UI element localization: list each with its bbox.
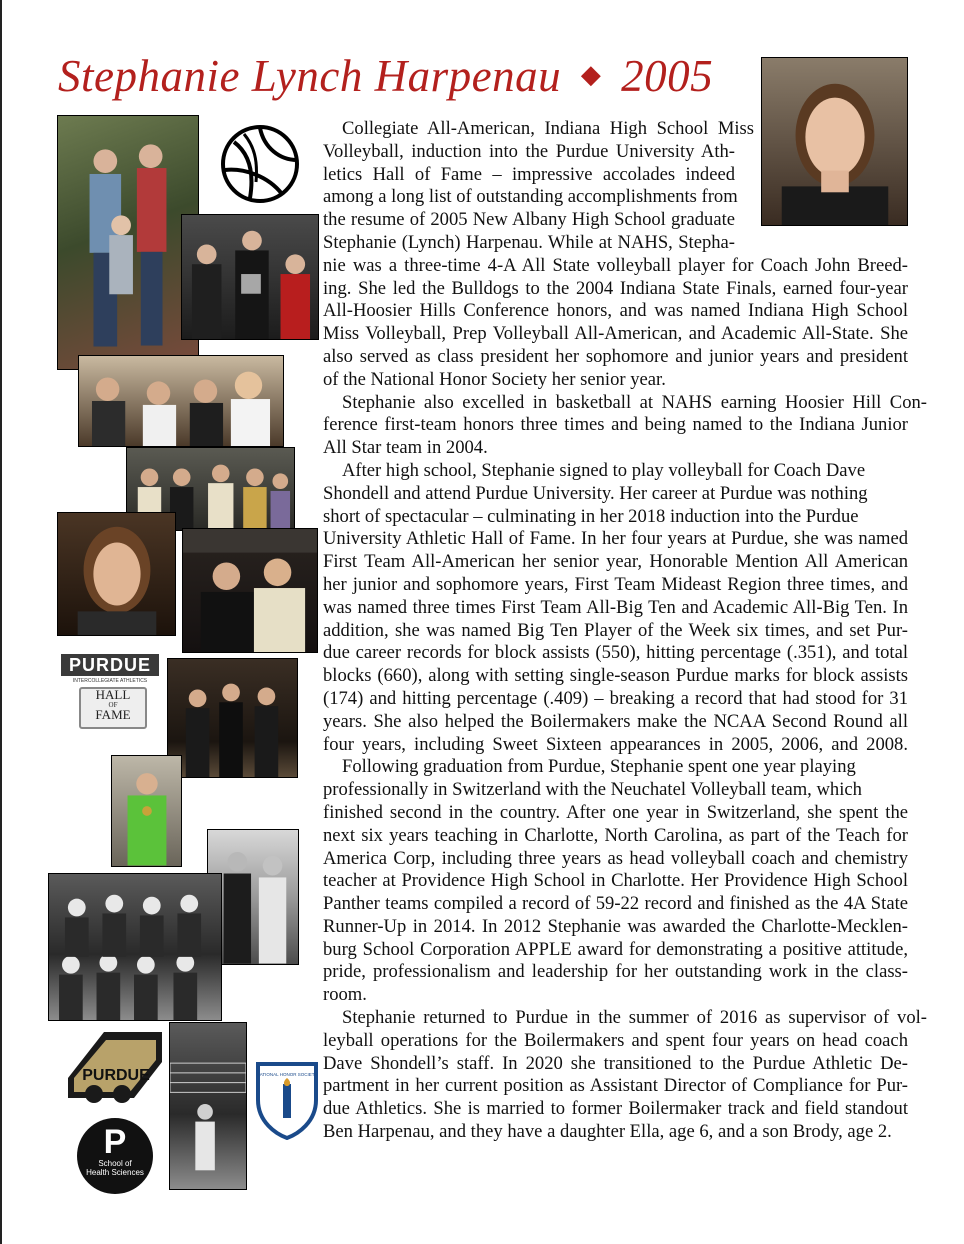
bio-line: among a long list of outstanding accomplishments from <box>323 186 738 208</box>
bio-line: Stephanie returned to Purdue in the summer of 2016 as supervisor of vol- <box>342 1007 927 1029</box>
awards-dinner-illustration <box>79 356 283 446</box>
title-name: Stephanie Lynch Harpenau <box>58 51 562 101</box>
bio-line: of the National Honor Society her senior year. <box>323 368 666 390</box>
bio-line: years. She also helped the Boilermakers make the NCAA Second Round all <box>323 710 908 732</box>
awards-dinner-photo <box>78 355 284 447</box>
team-trophy-illustration <box>182 215 318 339</box>
bio-line: Dave Shondell’s staff. In 2020 she transitioned to the Purdue Athletic De- <box>323 1052 908 1074</box>
pro-volleyball-illustration <box>112 756 181 866</box>
national-honor-society-logo <box>254 1060 320 1140</box>
bio-line: (174) and hitting percentage (.409) – breaking a record that had stood for 31 <box>323 687 908 709</box>
bio-line: letics Hall of Fame – impressive accolades indeed <box>323 163 735 185</box>
page-title <box>58 50 758 102</box>
pro-volleyball-photo <box>111 755 182 867</box>
family-illustration <box>58 116 198 369</box>
bio-line: Stephanie also excelled in basketball at NAHS earning Hoosier Hill Con- <box>342 391 927 413</box>
bio-line: four years, including Sweet Sixteen appearances in 2005, 2006, and 2008. <box>323 733 908 755</box>
hof-of: OF <box>108 701 118 709</box>
bio-line: Following graduation from Purdue, Stephanie spent one year playing <box>342 756 856 778</box>
bio-line: the resume of 2005 New Albany High School graduate <box>323 209 735 231</box>
purdue-train-logo <box>64 1022 164 1106</box>
bio-line: pride, professionalism and leadership for her outstanding work in the class- <box>323 961 908 983</box>
shs-line2: Health Sciences <box>86 1168 144 1177</box>
hof-emblem <box>79 687 147 729</box>
hall-of-fame-ceremony-photo <box>167 658 298 778</box>
bio-line: All Star team in 2004. <box>323 437 488 459</box>
biography-text <box>323 118 927 1144</box>
team-trophy-photo <box>181 214 319 340</box>
family-photo <box>57 115 199 370</box>
hof-hall: HALL <box>95 687 131 702</box>
shs-p-letter: P <box>103 1123 127 1161</box>
bio-line: professionally in Switzerland with the Neuchatel Volleyball team, which <box>323 779 862 801</box>
bio-line: also served as class president her sophomore and junior years and president <box>323 345 908 367</box>
purdue-jersey-illustration <box>183 529 317 652</box>
ceremony-illustration <box>168 659 297 777</box>
volleyball-icon <box>220 124 300 204</box>
bio-line: addition, she was named Big Ten Player of the Week six times, and set Pur- <box>323 619 908 641</box>
title-year: 2005 <box>621 51 714 101</box>
bio-line: Ben Harpenau, and they have a daughter Ella, age 6, and a son Brody, age 2. <box>323 1121 892 1143</box>
bio-line: her junior and sophomore years, First Team Mideast Region three times, and <box>323 573 908 595</box>
bio-line: ing. She led the Bulldogs to the 2004 Indiana State Finals, earned four-year <box>323 277 908 299</box>
bio-line: Panther teams compiled a record of 59-22 record and finished as the 4A State <box>323 893 908 915</box>
bio-line: All-Hoosier Hills Conference honors, and was named Indiana High School <box>323 300 908 322</box>
hof-purdue-text: PURDUE <box>61 654 159 676</box>
bio-line: was named three times First Team All-Big Ten and Academic All-Big Ten. In <box>323 596 908 618</box>
bio-line: Miss Volleyball, Prep Volleyball All-American, and Academic All-State. She <box>323 323 908 345</box>
page-border <box>0 0 2 1244</box>
nhs-text: NATIONAL HONOR SOCIETY <box>256 1072 318 1077</box>
bio-line: First Team All-American her senior year, Honorable Mention All American <box>323 551 908 573</box>
hof-fame: FAME <box>95 707 131 722</box>
bio-line: Collegiate All-American, Indiana High School Miss <box>342 118 754 139</box>
bio-line: Stephanie (Lynch) Harpenau. While at NAHS, Stepha- <box>323 231 735 253</box>
bio-line: nie was a three-time 4-A All State volleyball player for Coach John Breed- <box>323 254 908 276</box>
senior-portrait-photo <box>57 512 176 636</box>
senior-portrait-illustration <box>58 513 175 635</box>
bio-line: After high school, Stephanie signed to play volleyball for Coach Dave <box>342 459 866 481</box>
bio-line: next six years teaching in Charlotte, North Carolina, as part of the Teach for <box>323 824 908 846</box>
volleyball-net-photo <box>169 1022 247 1190</box>
hof-band-text: INTERCOLLEGIATE ATHLETICS <box>72 678 148 684</box>
bio-line: teacher at Providence High School in Charlotte. Her Providence High School <box>323 870 908 892</box>
team-photo <box>48 873 222 1021</box>
bio-line: burg School Corporation APPLE award for demonstrating a positive attitude, <box>323 938 908 960</box>
train-purdue-text: PURDUE <box>82 1067 150 1084</box>
bio-line: America Corp, including three years as head volleyball coach and chemistry <box>323 847 908 869</box>
school-of-health-sciences-logo <box>77 1118 153 1194</box>
bio-line: ference first-team honors three times and being named to the Indiana Junior <box>323 414 908 436</box>
bio-line: due career records for block assists (550), hitting percentage (.351), and total <box>323 642 908 664</box>
title-separator: ◆ <box>580 60 602 89</box>
volleyball-net-illustration <box>170 1023 246 1189</box>
hall-of-fame-logo <box>57 651 165 731</box>
bio-line: finished second in the country. After one year in Switzerland, she spent the <box>323 801 908 823</box>
bio-line: Shondell and attend Purdue University. Her career at Purdue was nothing <box>323 482 868 504</box>
bio-line: room. <box>323 984 367 1006</box>
bio-line: short of spectacular – culminating in her 2018 induction into the Purdue <box>323 505 859 527</box>
purdue-jersey-photo <box>182 528 318 653</box>
bio-line: due Athletics. She is married to former Boilermaker track and field standout <box>323 1098 908 1120</box>
shs-line1: School of <box>98 1159 132 1168</box>
bio-line: University Athletic Hall of Fame. In her four years at Purdue, she was named <box>323 528 908 550</box>
bio-line: Volleyball, induction into the Purdue University Ath- <box>323 140 735 162</box>
bio-line: partment in her current position as Assistant Director of Compliance for Pur- <box>323 1075 908 1097</box>
bio-line: blocks (660), along with setting single-season Purdue marks for block assists <box>323 665 908 687</box>
team-illustration <box>49 874 221 1020</box>
bio-line: leyball operations for the Boilermakers and spent four years on head coach <box>323 1029 908 1051</box>
bio-line: Runner-Up in 2014. In 2012 Stephanie was awarded the Charlotte-Mecklen- <box>323 915 908 937</box>
